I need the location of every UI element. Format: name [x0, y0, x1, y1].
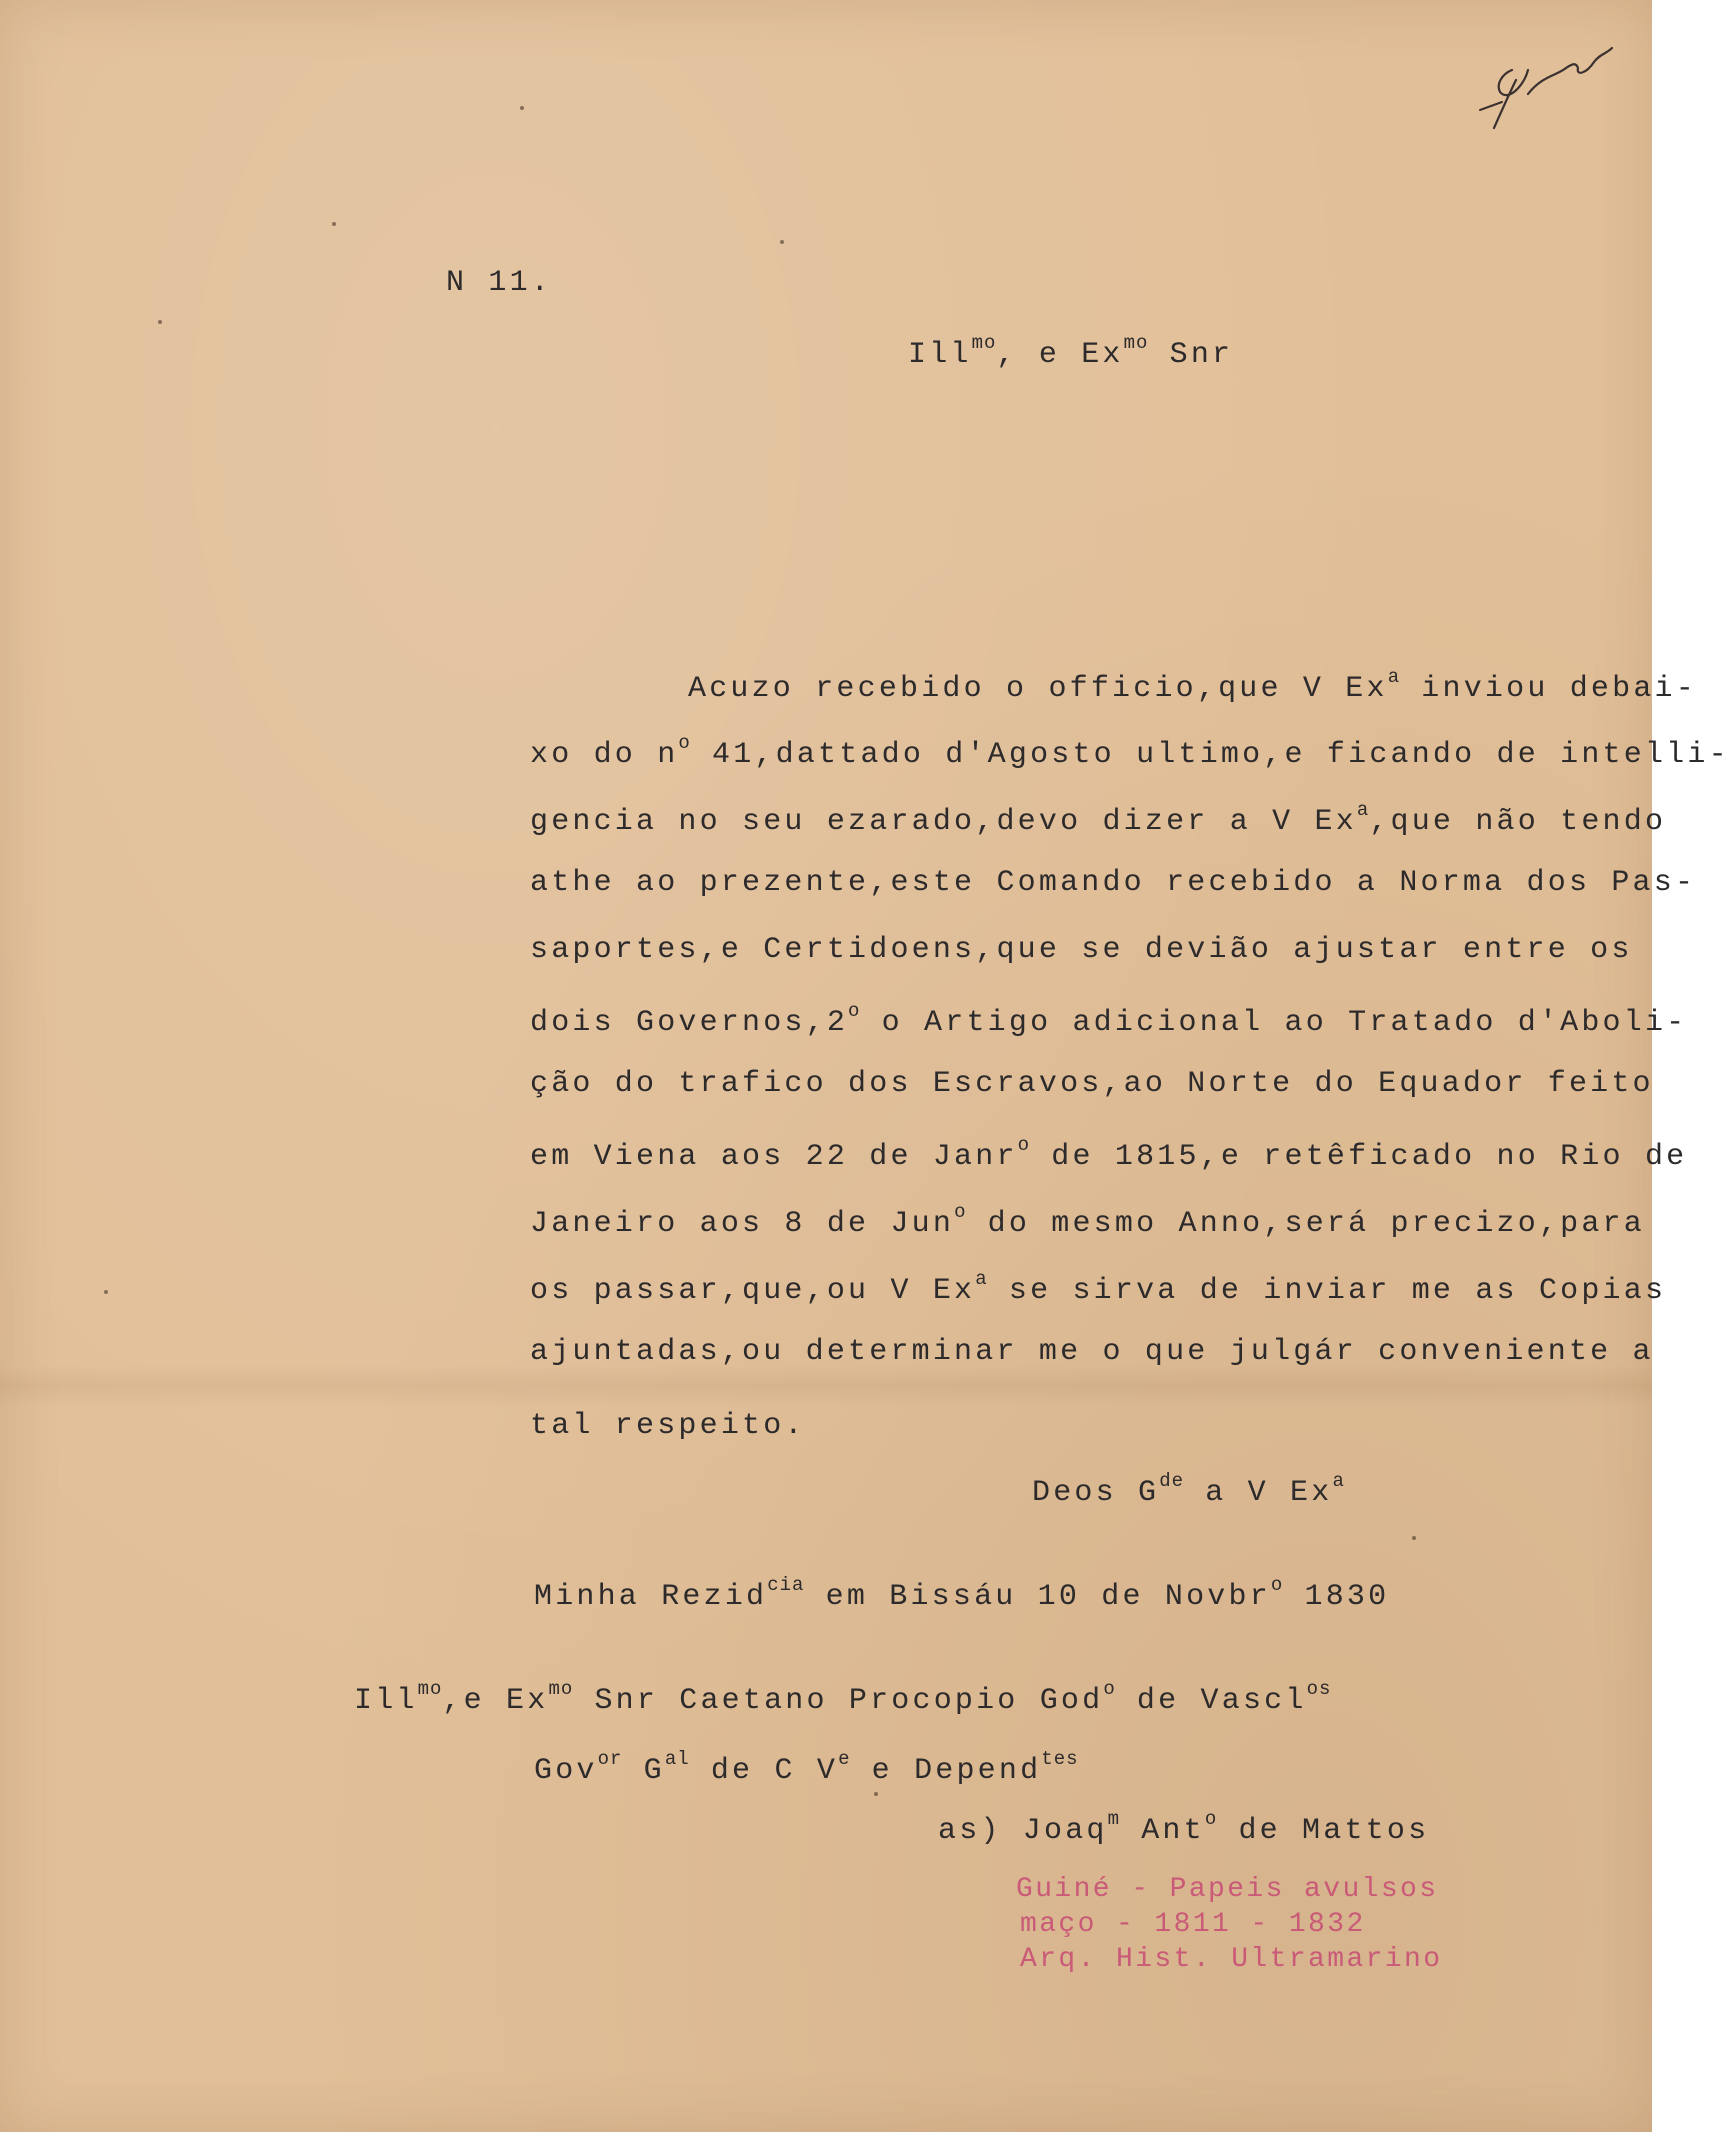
body-line: os passar,que,ou V Ex$^a$ se sirva de inviar me as Copias — [530, 1268, 1667, 1308]
paper-speck — [874, 1792, 878, 1796]
paper-speck — [104, 1290, 108, 1294]
paper-speck — [332, 222, 336, 226]
body-line: dois Governos,2$^o$ o Artigo adicional ao Tratado d'Aboli- — [530, 1000, 1688, 1040]
body-line: ajuntadas,ou determinar me o que julgár conveniente a — [530, 1335, 1654, 1369]
body-line: ção do trafico dos Escravos,ao Norte do Equador feito — [530, 1067, 1654, 1101]
paper-speck — [520, 106, 524, 110]
body-line: em Viena aos 22 de Janr$^o$ de 1815,e retêficado no Rio de — [530, 1134, 1688, 1174]
body-line: gencia no seu ezarado,devo dizer a V Ex$^a$,que não tendo — [530, 799, 1667, 839]
handwritten-signature — [1472, 40, 1622, 135]
paper-speck — [780, 240, 784, 244]
salutation: Ill$^{mo}$, e $Ex^{mo}$ Snr — [908, 332, 1234, 372]
addressee-line: Gov$^{or}$ $G^{al}$ de C Ve e Depend$^{tes}$ — [534, 1748, 1079, 1788]
stamp-line: Arq. Hist. Ultramarino — [1020, 1944, 1443, 1975]
body-line: saportes,e Certidoens,que se devião ajustar entre os — [530, 933, 1633, 967]
archive-stamp — [1016, 1872, 1443, 1977]
closing: Deos $G^{de}$ a V Ex$^a$ — [1032, 1470, 1345, 1510]
paper-speck — [1412, 1536, 1416, 1540]
body-line: xo do $n^o$ 41,dattado d'Agosto ultimo,e ficando de intelli- — [530, 732, 1730, 772]
body-line: tal respeito. — [530, 1409, 806, 1443]
paper-speck — [158, 320, 162, 324]
body-line: Janeiro aos 8 de Jun$^o$ do mesmo Anno,será precizo,para — [530, 1201, 1645, 1241]
place-date: Minha Rezid$^{cia}$ em Bissáu 10 de Novbr$^o$ 1830 — [534, 1574, 1390, 1614]
document-number: N 11. — [446, 266, 553, 300]
body-line: Acuzo recebido o officio,que V Ex$^a$ inviou debai- — [688, 666, 1697, 706]
stamp-line: maço - 1811 - 1832 — [1020, 1909, 1366, 1940]
signed-by: as) Joaq$^m$ Ant$^o$ de Mattos — [938, 1808, 1430, 1848]
stamp-line: Guiné - Papeis avulsos — [1016, 1874, 1439, 1905]
addressee-line: Ill$^{mo}$,e $Ex^{mo}$ Snr Caetano Procopio God$^o$ de Vascl$^{os}$ — [354, 1678, 1332, 1718]
body-line: athe ao prezente,este Comando recebido a Norma dos Pas- — [530, 866, 1697, 900]
